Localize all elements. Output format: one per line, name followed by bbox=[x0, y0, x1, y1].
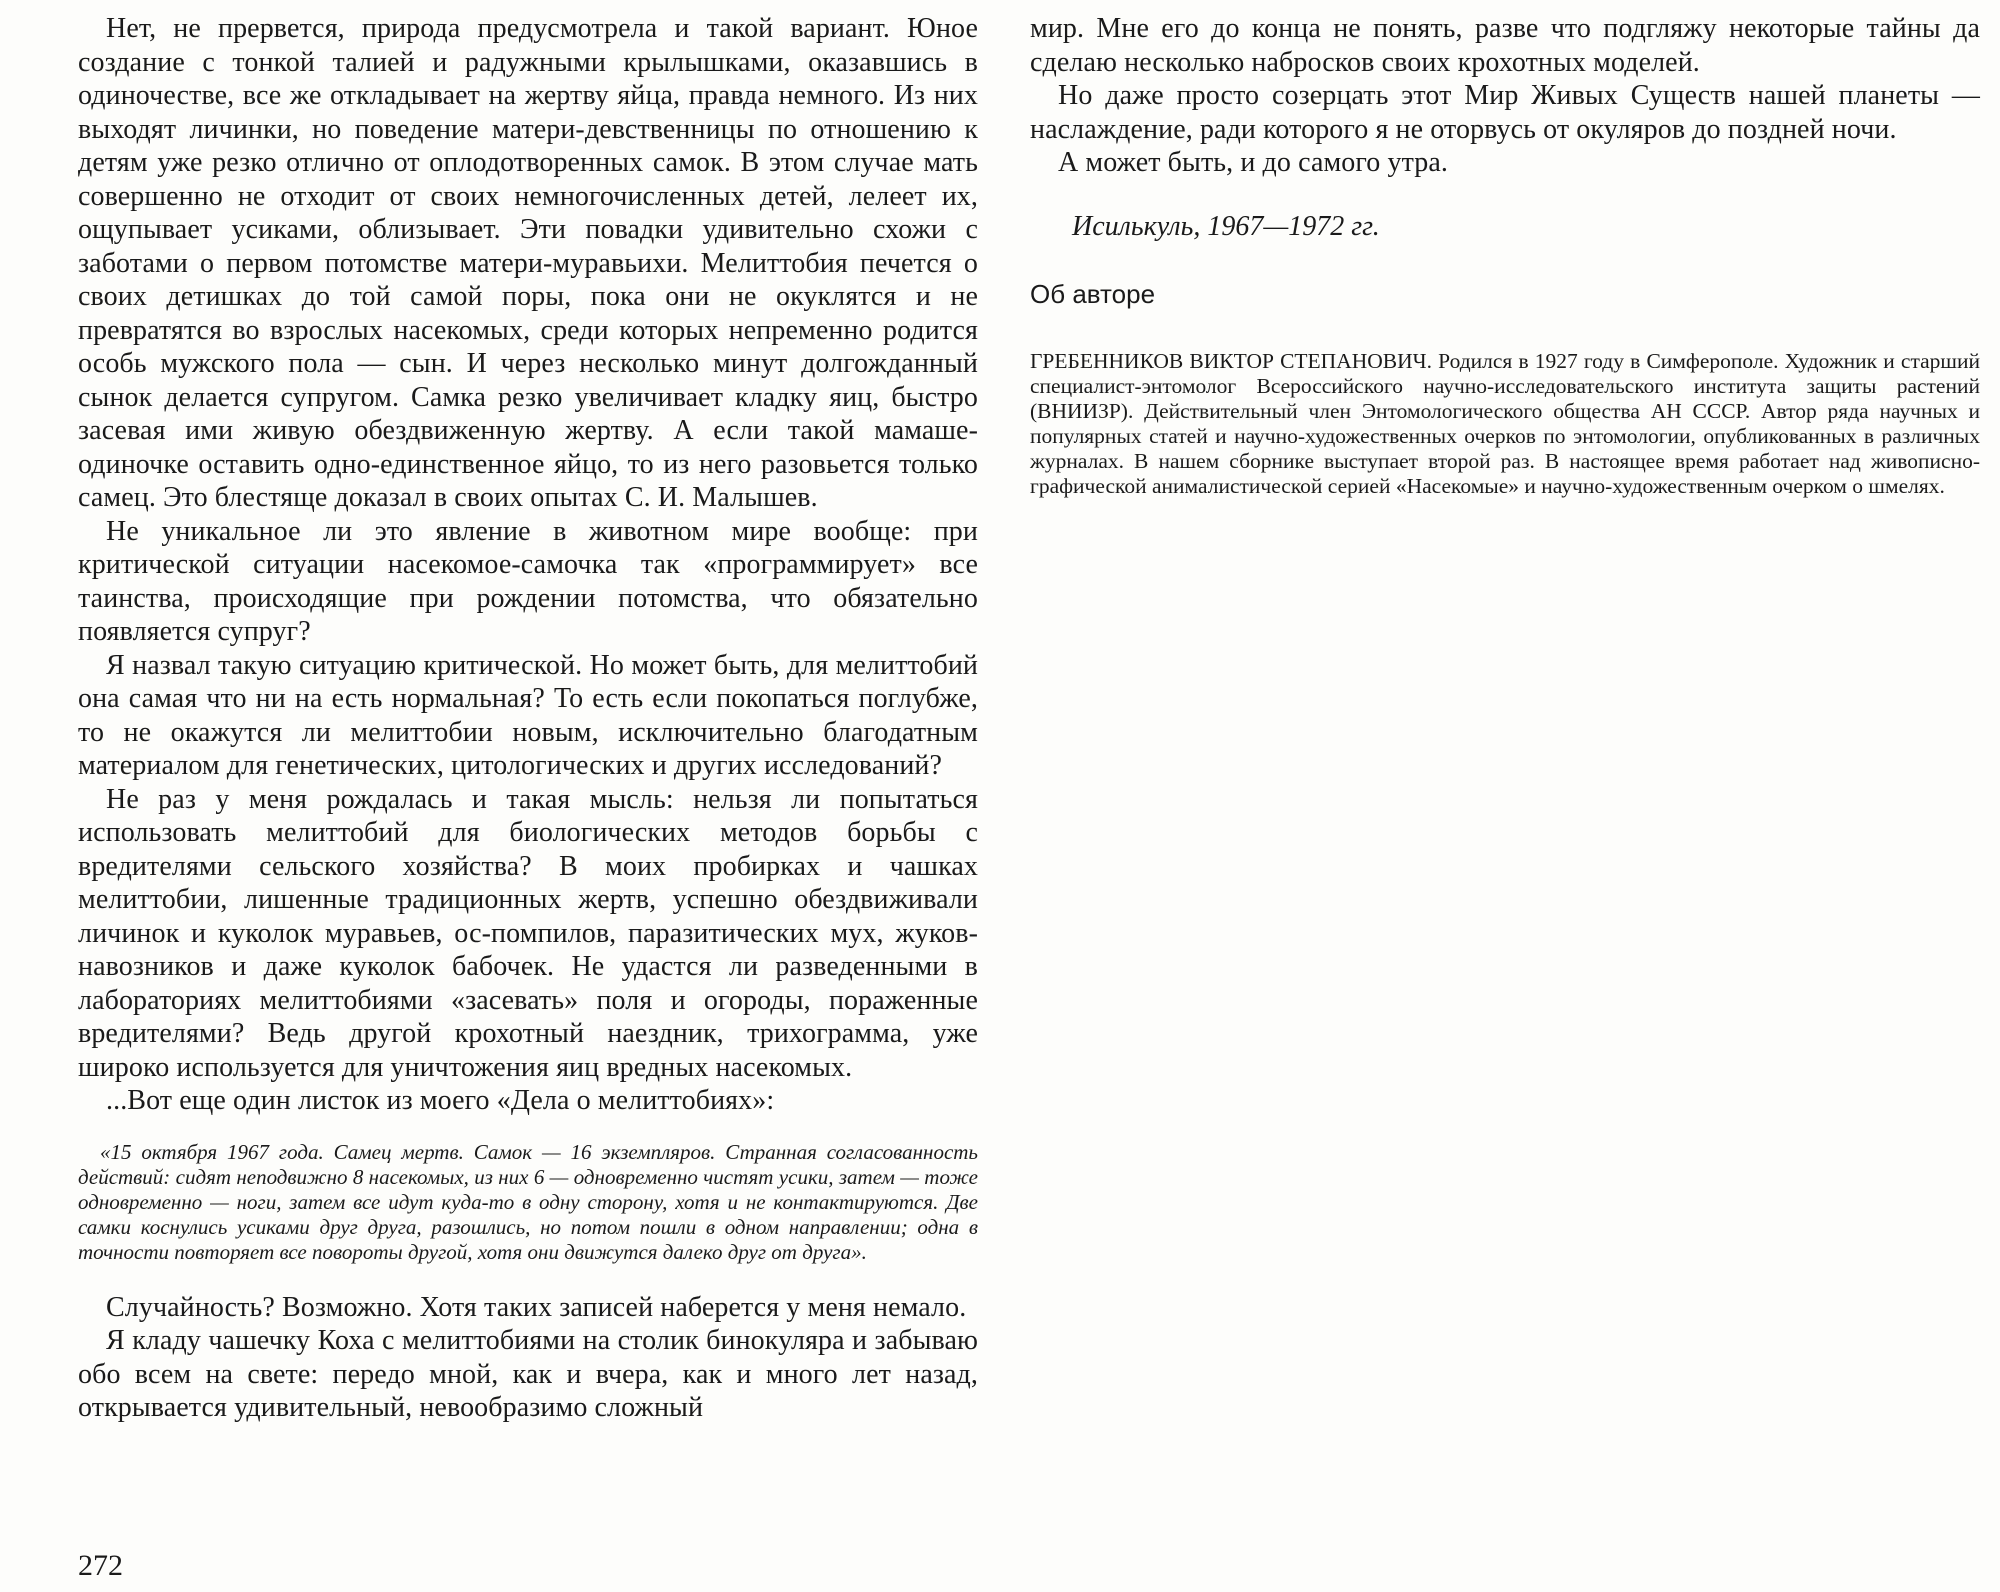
paragraph: Но даже просто созерцать этот Мир Живых Существ нашей планеты — наслаждение, ради которого я не оторвусь от окуляров до поздней ночи. bbox=[1030, 80, 1980, 145]
right-column bbox=[1030, 12, 1980, 499]
author-bio: ГРЕБЕННИКОВ ВИКТОР СТЕПАНОВИЧ. Родился в 1927 году в Симферополе. Художник и старший специалист-энтомолог Всероссийского научно-исследовательского института защиты растений (ВНИИЗР). Действительный член Энтомологического общества АН СССР. Автор ряда научных и популярных статей и научно-художественных очерков по энтомологии, опубликованных в различных журналах. В нашем сборнике выступает второй раз. В настоящее время работает над живописно-графической анималистической серией «Насекомые» и научно-художественным очерком о шмелях. bbox=[1030, 348, 1980, 498]
paragraph: Случайность? Возможно. Хотя таких записей наберется у меня немало. bbox=[106, 1291, 967, 1323]
paragraph: Не уникальное ли это явление в животном мире вообще: при критической ситуации насекомое-самочка так «программирует» все таинства, происходящие при рождении потомства, что обязательно появляется супруг? bbox=[78, 515, 978, 647]
paragraph: Я назвал такую ситуацию критической. Но может быть, для мелиттобий она самая что ни на есть нормальная? То есть если покопаться поглубже, то не окажутся ли мелиттобии новым, исключительно благодатным материалом для генетических, цитологических и других исследований? bbox=[78, 649, 978, 781]
paragraph-continuation: мир. Мне его до конца не понять, разве что подгляжу некоторые тайны да сделаю несколько набросков своих крохотных моделей. bbox=[1030, 13, 1980, 78]
place-and-date-signature: Исилькуль, 1967—1972 гг. bbox=[1072, 210, 1380, 242]
paragraph: ...Вот еще один листок из моего «Дела о мелиттобиях»: bbox=[106, 1085, 775, 1116]
diary-quote: «15 октября 1967 года. Самец мертв. Самок — 16 экземпляров. Странная согласованность действий: сидят неподвижно 8 насекомых, из них 6 — одновременно чистят усики, затем — тоже одновременно — ноги, затем все идут куда-то в одну сторону, хотя и не контактируются. Две самки коснулись усиками друг друга, разошлись, но потом пошли в одном направлении; одна в точности повторяет все повороты другой, хотя они движутся далеко друг от друга». bbox=[78, 1139, 978, 1264]
about-author-heading: Об авторе bbox=[1030, 278, 1156, 309]
page-number: 272 bbox=[78, 1549, 123, 1582]
paragraph: Я кладу чашечку Коха с мелиттобиями на столик бинокуляра и забываю обо всем на свете: передо мной, как и вчера, как и много лет назад, открывается удивительный, невообразимо сложный bbox=[78, 1325, 978, 1423]
left-column bbox=[78, 12, 978, 1425]
paragraph: Не раз у меня рождалась и такая мысль: нельзя ли попытаться использовать мелиттобий для биологических методов борьбы с вредителями сельского хозяйства? В моих пробирках и чашках мелиттобии, лишенные традиционных жертв, успешно обездвиживали личинок и куколок муравьев, ос-помпилов, паразитических мух, жуков-навозников и даже куколок бабочек. Не удастся ли разведенными в лабораториях мелиттобиями «засевать» поля и огороды, пораженные вредителями? Ведь другой крохотный наездник, трихограмма, уже широко используется для уничтожения яиц вредных насекомых. bbox=[78, 783, 978, 1083]
paragraph: Нет, не прервется, природа предусмотрела и такой вариант. Юное создание с тонкой талией и радужными крылышками, оказавшись в одиночестве, все же откладывает на жертву яйца, правда немного. Из них выходят личинки, но поведение матери-девственницы по отношению к детям уже резко отлично от оплодотворенных самок. В этом случае мать совершенно не отходит от своих немногочисленных детей, лелеет их, ощупывает усиками, облизывает. Эти повадки удивительно схожи с заботами о первом потомстве матери-муравьихи. Мелиттобия печется о своих детишках до той самой поры, пока они не окуклятся и не превратятся во взрослых насекомых, среди которых непременно родится особь мужского пола — сын. И через несколько минут долгожданный сынок делается супругом. Самка резко увеличивает кладку яиц, быстро засевая ими живую обездвиженную жертву. А если такой мамаше-одиночке оставить одно-единственное яйцо, то из него разовьется только самец. Это блестяще доказал в своих опытах С. И. Малышев. bbox=[78, 13, 978, 513]
paragraph: А может быть, и до самого утра. bbox=[1058, 147, 1448, 178]
